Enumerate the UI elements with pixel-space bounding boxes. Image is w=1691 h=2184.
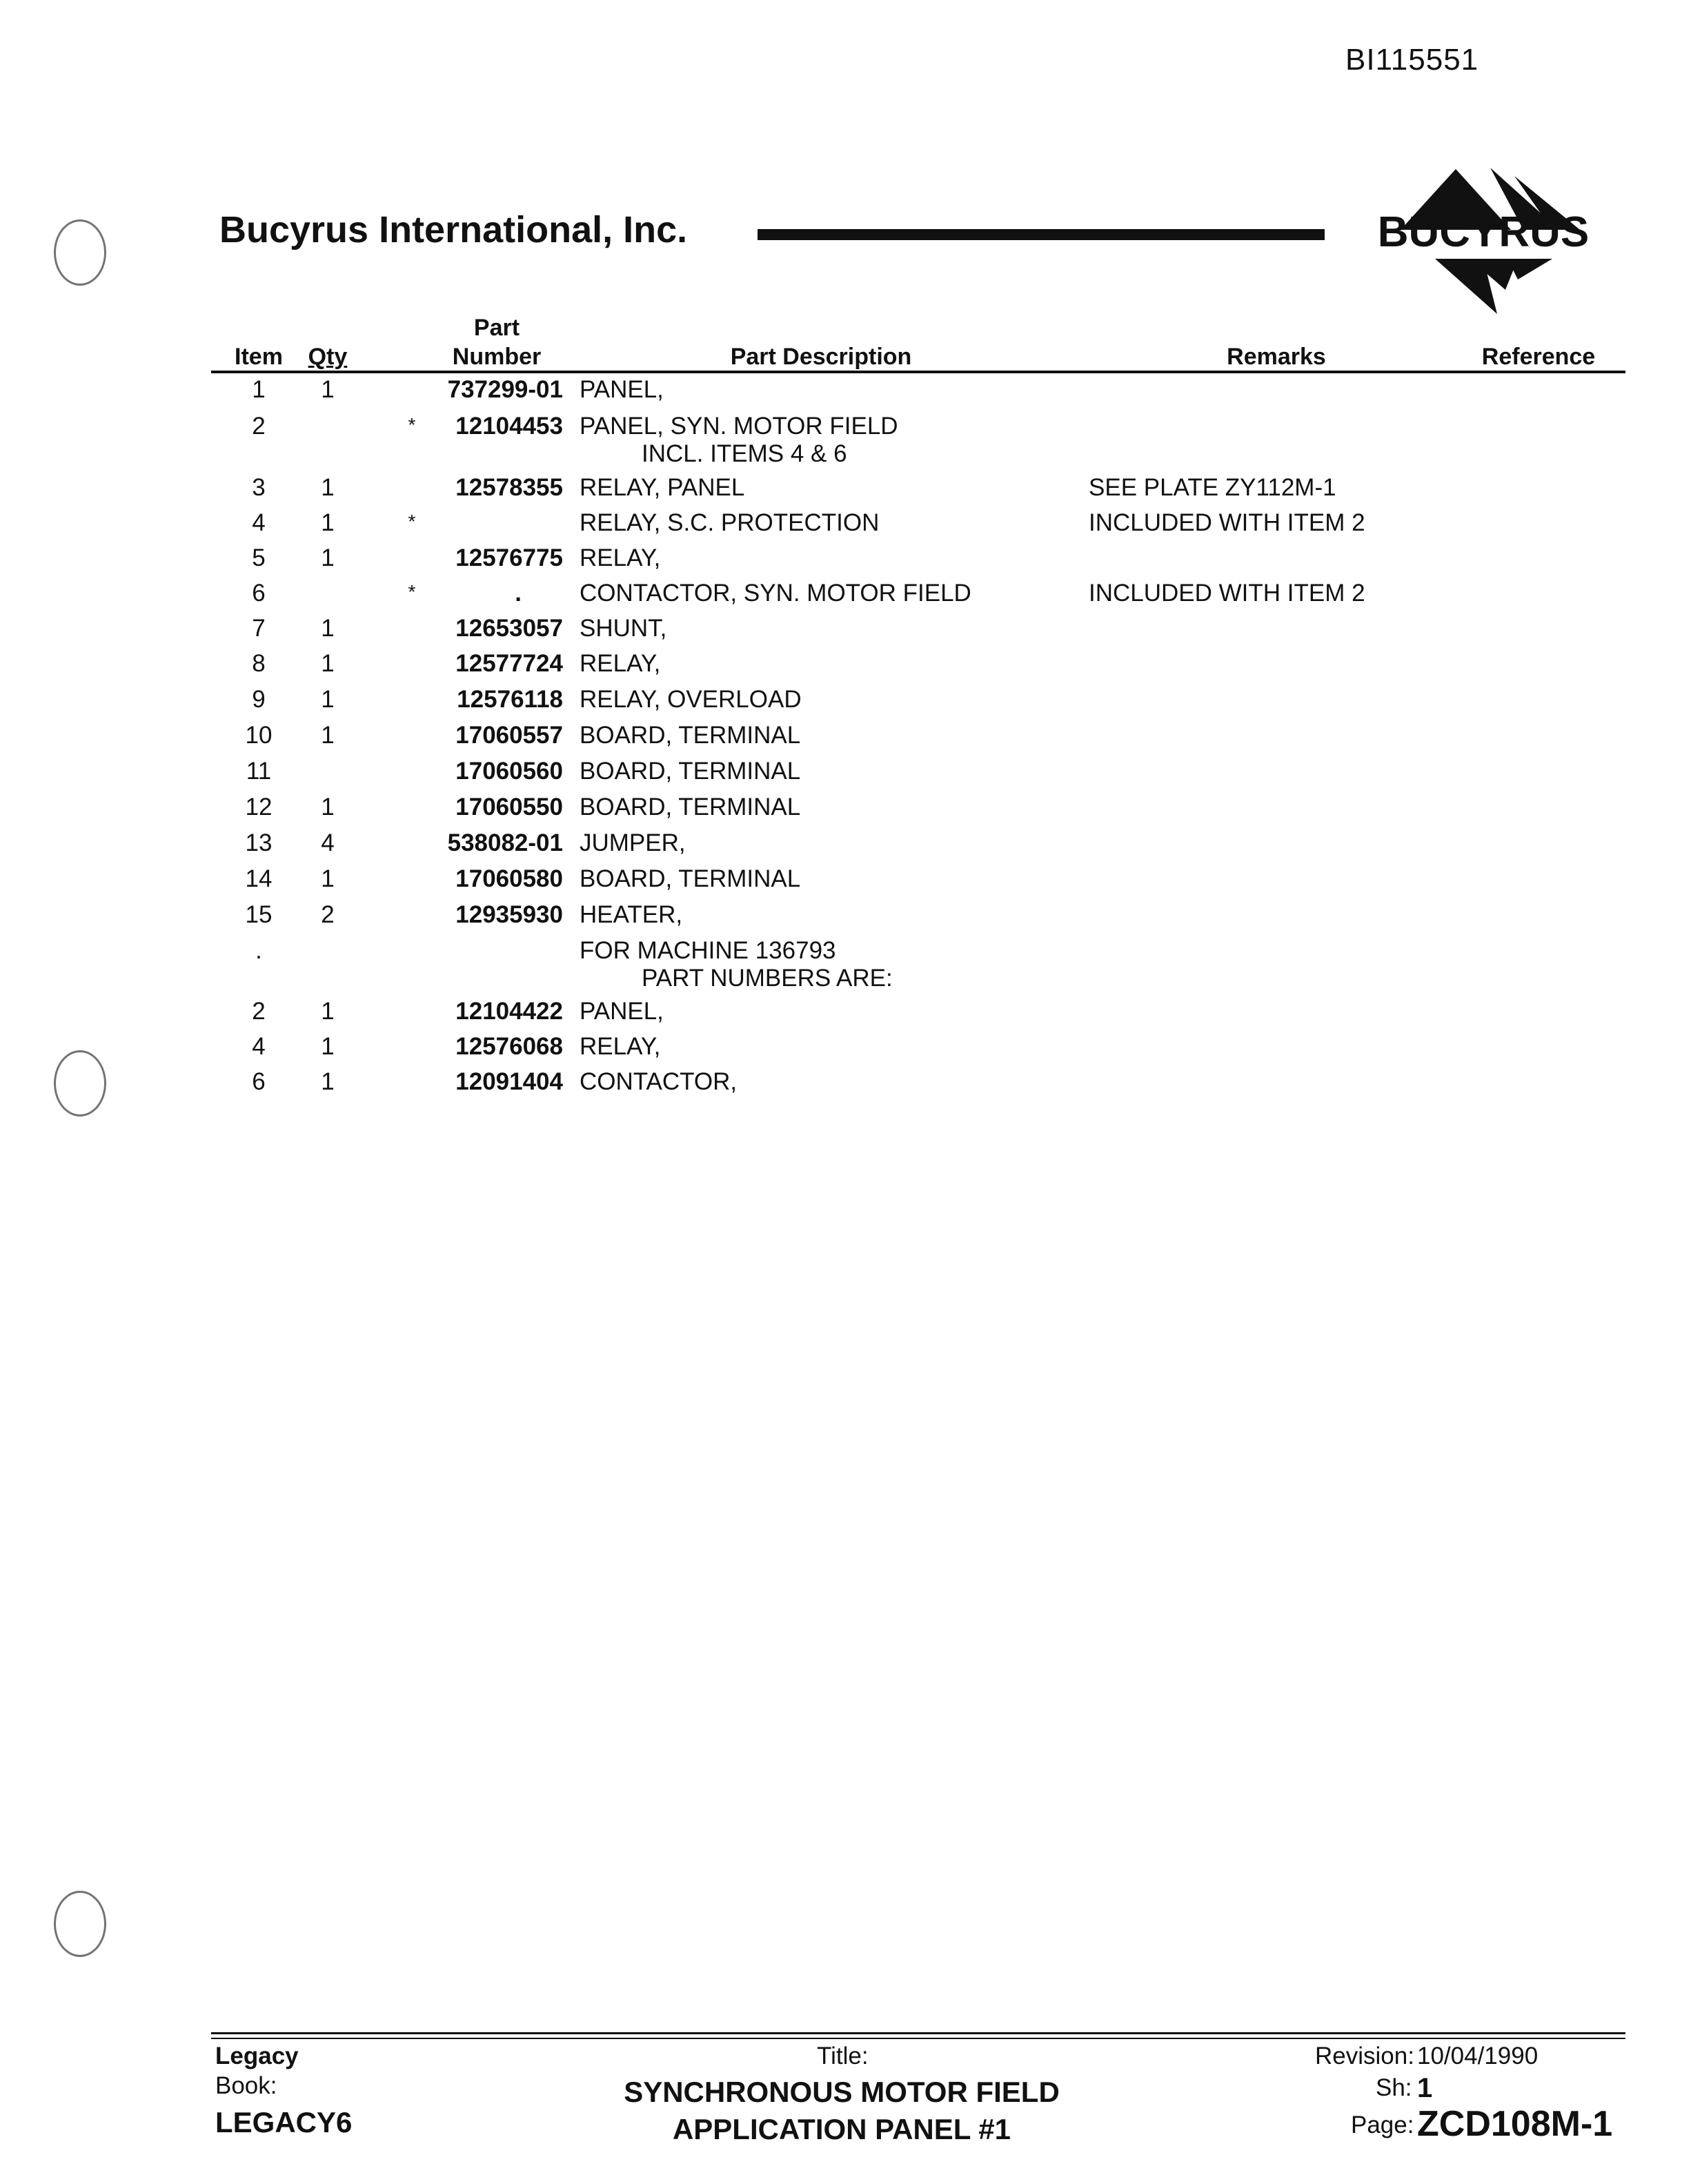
table-row bbox=[0, 413, 1691, 443]
row-item: 6 bbox=[252, 1068, 266, 1095]
footer-book-label: Book: bbox=[215, 2072, 277, 2099]
row-part-number: 12578355 bbox=[455, 474, 563, 501]
footer-page-value: ZCD108M-1 bbox=[1417, 2104, 1613, 2144]
row-qty: 1 bbox=[321, 686, 335, 713]
row-part-number: . bbox=[515, 580, 522, 607]
table-row bbox=[0, 901, 1691, 932]
punch-hole-bottom bbox=[54, 1891, 106, 1957]
table-row bbox=[0, 580, 1691, 610]
row-remarks: INCLUDED WITH ITEM 2 bbox=[1089, 580, 1365, 607]
table-row bbox=[0, 544, 1691, 575]
row-qty: 1 bbox=[321, 998, 335, 1025]
row-part-number: 12091404 bbox=[455, 1068, 563, 1095]
footer-title-line2: APPLICATION PANEL #1 bbox=[672, 2113, 1011, 2145]
row-item: 5 bbox=[252, 544, 266, 571]
table-row bbox=[0, 615, 1691, 645]
row-part-number: 12577724 bbox=[455, 650, 563, 677]
table-row bbox=[0, 474, 1691, 504]
row-description: HEATER, bbox=[580, 901, 683, 928]
row-part-number: 737299-01 bbox=[447, 376, 563, 403]
row-description-line2: PART NUMBERS ARE: bbox=[642, 965, 893, 992]
row-description: RELAY, bbox=[580, 650, 661, 677]
row-qty: 1 bbox=[321, 722, 335, 749]
table-row bbox=[0, 650, 1691, 680]
row-part-number: 12653057 bbox=[455, 615, 563, 642]
row-part-number: 12104422 bbox=[455, 998, 563, 1025]
row-item: . bbox=[255, 937, 262, 964]
row-part-number: 17060560 bbox=[455, 758, 563, 785]
row-description: RELAY, bbox=[580, 1033, 661, 1060]
row-description: PANEL, SYN. MOTOR FIELD bbox=[580, 413, 898, 440]
row-qty: 1 bbox=[321, 615, 335, 642]
footer-rule bbox=[211, 2032, 1625, 2034]
row-description: CONTACTOR, SYN. MOTOR FIELD bbox=[580, 580, 971, 607]
row-star: * bbox=[408, 581, 416, 602]
row-description: RELAY, bbox=[580, 544, 661, 571]
row-item: 14 bbox=[245, 865, 273, 892]
row-description-line2: INCL. ITEMS 4 & 6 bbox=[642, 440, 847, 467]
footer-rule-thin bbox=[211, 2038, 1625, 2039]
col-header-description: Part Description bbox=[730, 344, 912, 370]
table-row bbox=[0, 829, 1691, 860]
row-item: 11 bbox=[246, 758, 272, 785]
punch-hole-top bbox=[54, 219, 106, 286]
table-row-continuation bbox=[0, 440, 1691, 471]
col-header-part-bottom: Number bbox=[452, 344, 542, 370]
row-part-number: 12576068 bbox=[455, 1033, 563, 1060]
row-part-number: 12576118 bbox=[457, 686, 563, 713]
row-description: RELAY, OVERLOAD bbox=[580, 686, 802, 713]
table-row bbox=[0, 937, 1691, 967]
row-description: BOARD, TERMINAL bbox=[580, 722, 801, 749]
footer-revision-value: 10/04/1990 bbox=[1417, 2043, 1539, 2069]
table-row bbox=[0, 758, 1691, 788]
row-part-number: 12104453 bbox=[455, 413, 563, 440]
header-rule bbox=[758, 229, 1325, 240]
footer-title-line1: SYNCHRONOUS MOTOR FIELD bbox=[624, 2076, 1060, 2108]
footer-book-value: LEGACY6 bbox=[215, 2106, 353, 2138]
row-qty: 1 bbox=[321, 865, 335, 892]
row-item: 1 bbox=[252, 376, 266, 403]
col-header-part-top: Part bbox=[473, 315, 520, 341]
footer-sheet-label: Sh: bbox=[1376, 2074, 1412, 2101]
document-id: BI115551 bbox=[1345, 43, 1479, 77]
row-part-number: 17060557 bbox=[455, 722, 563, 749]
row-description: BOARD, TERMINAL bbox=[580, 865, 801, 892]
row-part-number: 17060550 bbox=[455, 794, 563, 820]
row-qty: 1 bbox=[321, 794, 335, 820]
row-qty: 1 bbox=[321, 544, 335, 571]
row-item: 2 bbox=[252, 413, 266, 440]
row-item: 9 bbox=[252, 686, 266, 713]
table-row-continuation bbox=[0, 965, 1691, 995]
row-remarks: SEE PLATE ZY112M-1 bbox=[1089, 474, 1336, 501]
company-name: Bucyrus International, Inc. bbox=[219, 209, 688, 250]
row-part-number: 12576775 bbox=[455, 544, 563, 571]
col-header-remarks: Remarks bbox=[1227, 344, 1326, 370]
row-qty: 1 bbox=[321, 376, 335, 403]
footer-revision-label: Revision: bbox=[1315, 2043, 1414, 2069]
footer-sheet-value: 1 bbox=[1417, 2073, 1433, 2103]
row-item: 4 bbox=[252, 509, 266, 536]
row-description: BOARD, TERMINAL bbox=[580, 758, 801, 785]
row-qty: 4 bbox=[321, 829, 335, 856]
footer-legacy-label: Legacy bbox=[215, 2043, 299, 2069]
row-star: * bbox=[408, 511, 416, 532]
row-description: RELAY, S.C. PROTECTION bbox=[580, 509, 880, 536]
col-header-reference: Reference bbox=[1481, 344, 1596, 370]
row-description: RELAY, PANEL bbox=[580, 474, 745, 501]
row-description: CONTACTOR, bbox=[580, 1068, 738, 1095]
col-header-item: Item bbox=[235, 344, 283, 370]
row-item: 13 bbox=[245, 829, 273, 856]
row-qty: 1 bbox=[321, 1033, 335, 1060]
footer-title-label: Title: bbox=[817, 2043, 869, 2069]
row-description: FOR MACHINE 136793 bbox=[580, 937, 836, 964]
row-item: 15 bbox=[245, 901, 273, 928]
row-item: 3 bbox=[252, 474, 266, 501]
row-description: BOARD, TERMINAL bbox=[580, 794, 801, 820]
row-item: 4 bbox=[252, 1033, 266, 1060]
col-header-qty: Qty bbox=[308, 344, 348, 370]
row-description: JUMPER, bbox=[580, 829, 686, 856]
row-item: 2 bbox=[252, 998, 266, 1025]
row-qty: 2 bbox=[321, 901, 335, 928]
row-item: 8 bbox=[252, 650, 266, 677]
row-remarks: INCLUDED WITH ITEM 2 bbox=[1089, 509, 1365, 536]
row-part-number: 538082-01 bbox=[447, 829, 563, 856]
row-star: * bbox=[408, 414, 416, 435]
table-row bbox=[0, 794, 1691, 824]
row-qty: 1 bbox=[321, 650, 335, 677]
table-row bbox=[0, 686, 1691, 716]
row-part-number: 17060580 bbox=[455, 865, 563, 892]
row-qty: 1 bbox=[321, 509, 335, 536]
table-row bbox=[0, 998, 1691, 1028]
table-row bbox=[0, 1033, 1691, 1063]
table-row bbox=[0, 1068, 1691, 1099]
table-header-rule bbox=[211, 371, 1625, 373]
logo-text: BUCYRUS bbox=[1377, 208, 1590, 256]
table-row bbox=[0, 722, 1691, 752]
row-item: 7 bbox=[252, 615, 266, 642]
row-qty: 1 bbox=[321, 1068, 335, 1095]
row-description: PANEL, bbox=[580, 998, 664, 1025]
table-row bbox=[0, 865, 1691, 896]
row-description: PANEL, bbox=[580, 376, 664, 403]
row-description: SHUNT, bbox=[580, 615, 667, 642]
table-row bbox=[0, 376, 1691, 406]
row-qty: 1 bbox=[321, 474, 335, 501]
row-part-number: 12935930 bbox=[455, 901, 563, 928]
row-item: 10 bbox=[245, 722, 273, 749]
footer-page-label: Page: bbox=[1351, 2112, 1414, 2138]
row-item: 6 bbox=[252, 580, 266, 607]
row-item: 12 bbox=[245, 794, 273, 820]
bucyrus-logo bbox=[1352, 155, 1614, 321]
table-row bbox=[0, 509, 1691, 540]
